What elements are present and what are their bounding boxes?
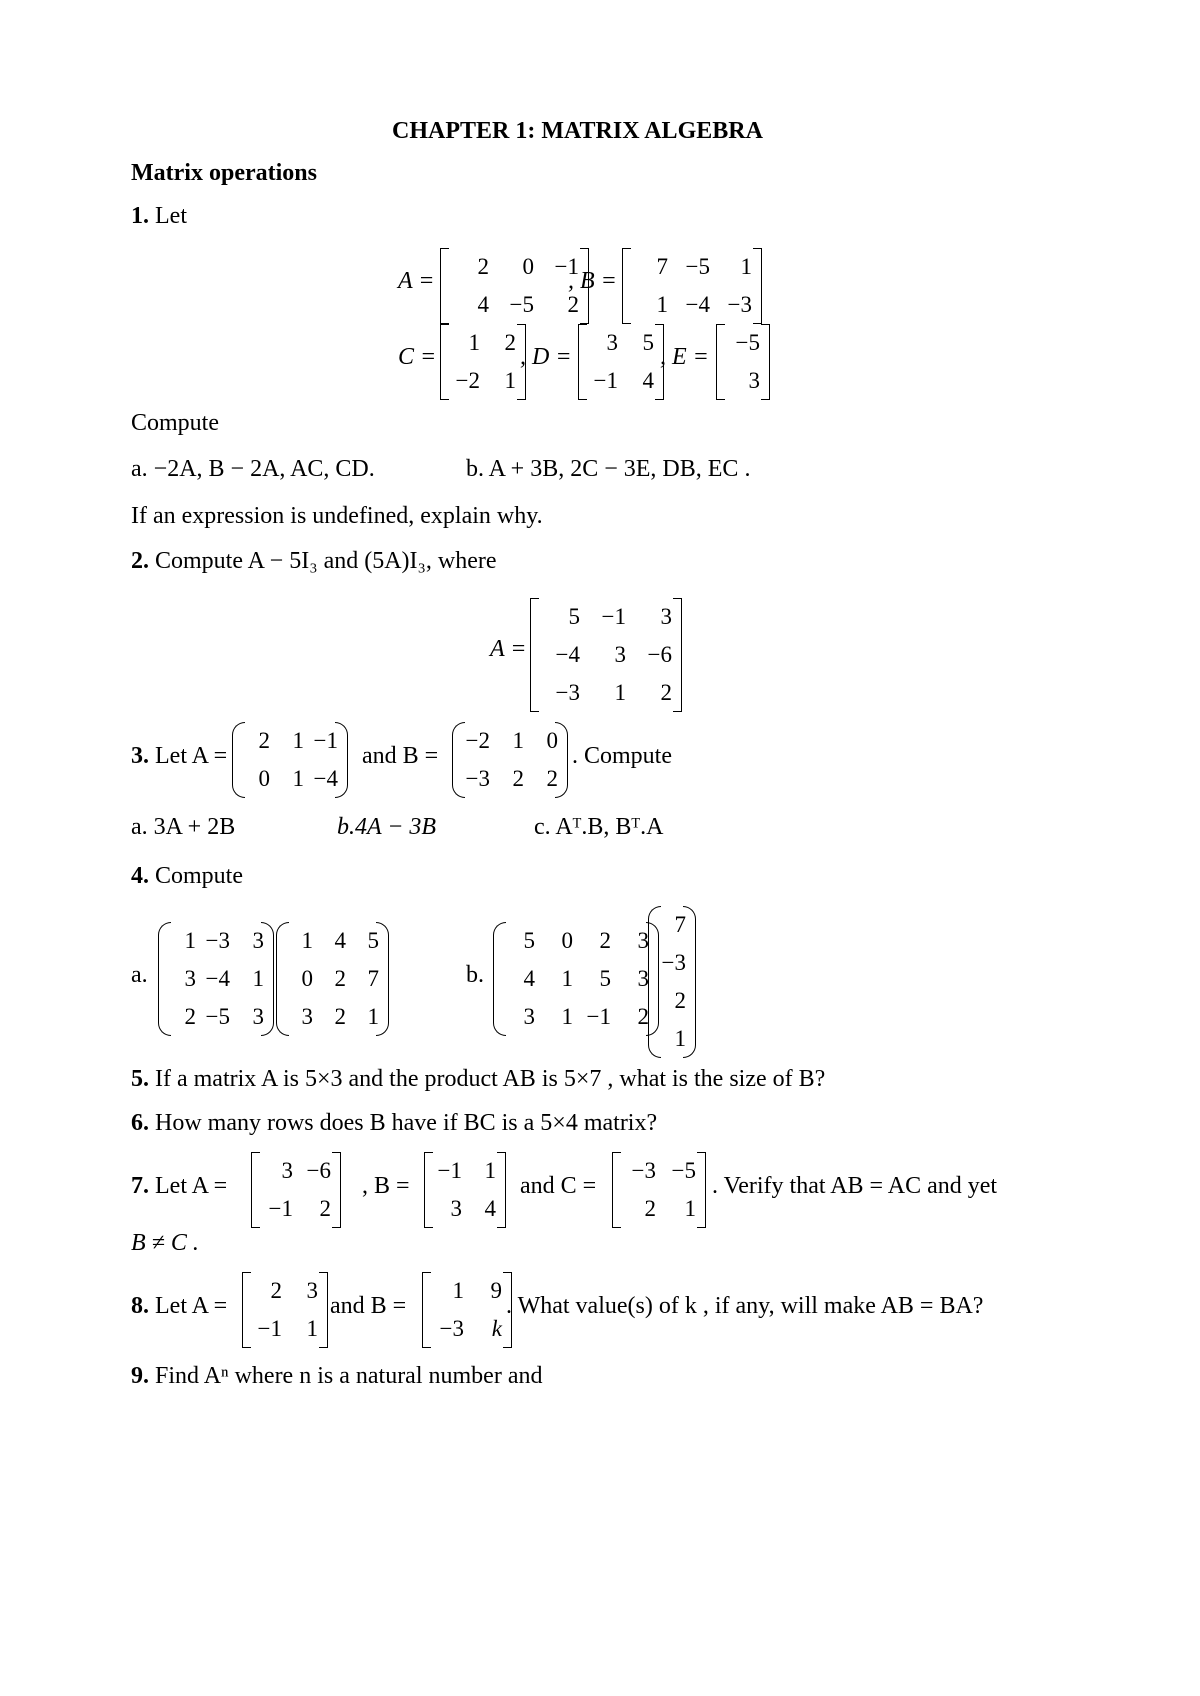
matrix-cell: 3 xyxy=(637,928,649,953)
matrix-cell: 1 xyxy=(561,966,573,991)
matrix-D-label: , D = xyxy=(520,344,572,370)
matrix-cell: 5 xyxy=(523,928,535,953)
matrix-cell: −6 xyxy=(647,642,672,667)
matrix-cell: −5 xyxy=(735,330,760,355)
matrix-cell: −1 xyxy=(601,604,626,629)
matrix-B-label: , B = xyxy=(568,268,617,294)
matrix-cell: 3 xyxy=(748,368,760,393)
matrix-cell: 1 xyxy=(252,966,264,991)
matrix-cell: 1 xyxy=(484,1158,496,1183)
matrix-cell: 4 xyxy=(484,1196,496,1221)
chapter-title: CHAPTER 1: MATRIX ALGEBRA xyxy=(392,118,763,144)
matrix-cell: 2 xyxy=(270,1278,282,1303)
matrix-E-label: , E = xyxy=(660,344,709,370)
problem-8-lead: 8. Let A = xyxy=(131,1293,228,1319)
matrix-cell: 1 xyxy=(452,1278,464,1303)
matrix-cell: 3 xyxy=(301,1004,313,1029)
problem-2: 2. Compute A − 5I₃ and (5A)I₃, where xyxy=(131,548,497,574)
matrix-A xyxy=(440,248,589,324)
matrix-cell: 3 xyxy=(523,1004,535,1029)
matrix-4a-right xyxy=(276,922,389,1036)
matrix-cell: 4 xyxy=(334,928,346,953)
matrix-cell: 2 xyxy=(334,966,346,991)
problem-1-note: If an expression is undefined, explain why. xyxy=(131,503,543,529)
matrix-A2-label: A = xyxy=(490,636,527,662)
matrix-cell: 7 xyxy=(674,912,686,937)
matrix-cell: 1 xyxy=(301,928,313,953)
matrix-cell: 2 xyxy=(512,766,524,791)
matrix-cell: −5 xyxy=(509,292,534,317)
matrix-cell: 3 xyxy=(450,1196,462,1221)
matrix-C xyxy=(440,324,526,400)
matrix-cell: −4 xyxy=(205,966,230,991)
matrix-cell: −4 xyxy=(685,292,710,317)
matrix-cell: −2 xyxy=(455,368,480,393)
matrix-cell: −1 xyxy=(593,368,618,393)
matrix-cell: 1 xyxy=(684,1196,696,1221)
problem-3-mid: and B = xyxy=(362,743,439,769)
matrix-cell: 3 xyxy=(614,642,626,667)
problem-7-lead: 7. Let A = xyxy=(131,1173,228,1199)
problem-7-tail: . Verify that AB = AC and yet xyxy=(712,1173,998,1199)
matrix-cell: 1 xyxy=(306,1316,318,1341)
matrix-E xyxy=(716,324,770,400)
matrix-cell: 2 xyxy=(660,680,672,705)
matrix-cell: −1 xyxy=(586,1004,611,1029)
matrix-cell: −1 xyxy=(257,1316,282,1341)
matrix-cell: 5 xyxy=(568,604,580,629)
problem-1a: a. −2A, B − 2A, AC, CD. xyxy=(131,456,375,482)
matrix-cell: −5 xyxy=(205,1004,230,1029)
problem-9: 9. Find Aⁿ where n is a natural number and xyxy=(131,1363,543,1389)
matrix-C7 xyxy=(612,1152,706,1228)
matrix-cell: 3 xyxy=(637,966,649,991)
problem-4b-label: b. xyxy=(466,962,484,988)
problem-7-line2: B ≠ C . xyxy=(131,1230,199,1256)
matrix-cell: 0 xyxy=(546,728,558,753)
problem-3b: b.4A − 3B xyxy=(337,814,437,840)
matrix-cell: 1 xyxy=(674,1026,686,1051)
matrix-cell: 3 xyxy=(281,1158,293,1183)
matrix-cell: 3 xyxy=(252,928,264,953)
matrix-cell: 2 xyxy=(184,1004,196,1029)
matrix-cell: 1 xyxy=(292,766,304,791)
matrix-cell: −3 xyxy=(661,950,686,975)
matrix-cell: 9 xyxy=(490,1278,502,1303)
matrix-cell: 2 xyxy=(504,330,516,355)
matrix-cell: −6 xyxy=(306,1158,331,1183)
matrix-cell: 1 xyxy=(468,330,480,355)
matrix-cell: 1 xyxy=(656,292,668,317)
matrix-cell: −1 xyxy=(437,1158,462,1183)
problem-7-sepB: , B = xyxy=(362,1173,410,1199)
matrix-B xyxy=(622,248,762,324)
matrix-cell: −4 xyxy=(555,642,580,667)
matrix-cell: 1 xyxy=(184,928,196,953)
matrix-cell: 2 xyxy=(319,1196,331,1221)
matrix-cell: −2 xyxy=(465,728,490,753)
matrix-cell: 0 xyxy=(301,966,313,991)
matrix-cell: 0 xyxy=(258,766,270,791)
matrix-A2 xyxy=(530,598,682,712)
matrix-cell: −1 xyxy=(554,254,579,279)
matrix-cell: −5 xyxy=(685,254,710,279)
matrix-A-label: A = xyxy=(398,268,435,294)
matrix-4a-left xyxy=(158,922,274,1036)
problem-8-mid: and B = xyxy=(330,1293,407,1319)
matrix-cell: 3 xyxy=(184,966,196,991)
section-heading: Matrix operations xyxy=(131,160,317,186)
matrix-cell: 4 xyxy=(477,292,489,317)
matrix-cell: −3 xyxy=(439,1316,464,1341)
matrix-cell: 5 xyxy=(642,330,654,355)
matrix-4b-left xyxy=(493,922,659,1036)
problem-4: 4. Compute xyxy=(131,863,243,889)
matrix-cell: −3 xyxy=(205,928,230,953)
matrix-cell: −3 xyxy=(727,292,752,317)
matrix-cell: 0 xyxy=(522,254,534,279)
matrix-A3 xyxy=(232,722,348,798)
matrix-cell: 3 xyxy=(660,604,672,629)
problem-3-lead: 3. Let A = xyxy=(131,743,228,769)
matrix-A8 xyxy=(242,1272,328,1348)
problem-3c: c. Aᵀ.B, Bᵀ.A xyxy=(534,814,664,840)
matrix-B3 xyxy=(452,722,568,798)
matrix-cell: 0 xyxy=(561,928,573,953)
problem-6: 6. How many rows does B have if BC is a 5×4 matrix? xyxy=(131,1110,658,1136)
matrix-cell: 5 xyxy=(599,966,611,991)
matrix-cell: 2 xyxy=(546,766,558,791)
matrix-cell: 2 xyxy=(599,928,611,953)
matrix-C-label: C = xyxy=(398,344,437,370)
matrix-cell: −5 xyxy=(671,1158,696,1183)
matrix-cell: 5 xyxy=(367,928,379,953)
matrix-cell: 1 xyxy=(504,368,516,393)
matrix-cell: 1 xyxy=(740,254,752,279)
matrix-B8 xyxy=(422,1272,512,1348)
matrix-cell: 2 xyxy=(644,1196,656,1221)
problem-7-sepC: and C = xyxy=(520,1173,597,1199)
matrix-cell: 2 xyxy=(477,254,489,279)
matrix-cell: −1 xyxy=(313,728,338,753)
problem-1b: b. A + 3B, 2C − 3E, DB, EC . xyxy=(466,456,751,482)
matrix-cell: −3 xyxy=(465,766,490,791)
problem-3-tail: . Compute xyxy=(572,743,672,769)
problem-5: 5. If a matrix A is 5×3 and the product AB is 5×7 , what is the size of B? xyxy=(131,1066,826,1092)
matrix-cell: 2 xyxy=(258,728,270,753)
matrix-cell: k xyxy=(491,1316,502,1341)
matrix-cell: 1 xyxy=(292,728,304,753)
matrix-cell: 3 xyxy=(252,1004,264,1029)
matrix-cell: 7 xyxy=(367,966,379,991)
matrix-cell: −4 xyxy=(313,766,338,791)
matrix-cell: 2 xyxy=(637,1004,649,1029)
matrix-cell: 2 xyxy=(567,292,579,317)
problem-4a-label: a. xyxy=(131,962,148,988)
matrix-cell: 7 xyxy=(656,254,668,279)
matrix-cell: 4 xyxy=(642,368,654,393)
matrix-cell: 4 xyxy=(523,966,535,991)
matrix-cell: 3 xyxy=(606,330,618,355)
problem-3a: a. 3A + 2B xyxy=(131,814,236,840)
matrix-cell: 1 xyxy=(512,728,524,753)
matrix-B7 xyxy=(424,1152,506,1228)
problem-8-tail: . What value(s) of k , if any, will make AB = BA? xyxy=(506,1293,984,1319)
matrix-cell: 2 xyxy=(674,988,686,1013)
matrix-cell: −3 xyxy=(631,1158,656,1183)
matrix-cell: 3 xyxy=(306,1278,318,1303)
matrix-4b-right xyxy=(648,906,696,1058)
matrix-cell: 1 xyxy=(561,1004,573,1029)
matrix-cell: 1 xyxy=(367,1004,379,1029)
matrix-D xyxy=(578,324,664,400)
matrix-cell: −1 xyxy=(268,1196,293,1221)
matrix-cell: 2 xyxy=(334,1004,346,1029)
matrix-cell: 1 xyxy=(614,680,626,705)
compute-label: Compute xyxy=(131,410,219,436)
matrix-A7 xyxy=(251,1152,341,1228)
problem-1-intro: 1. Let xyxy=(131,203,187,229)
matrix-cell: −3 xyxy=(555,680,580,705)
